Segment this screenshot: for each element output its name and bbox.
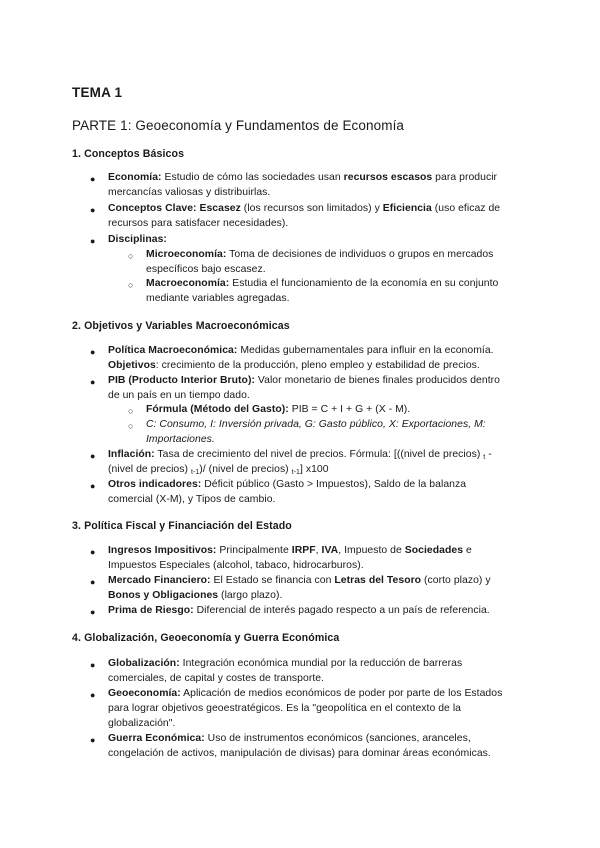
bullet-icon: ● bbox=[90, 481, 96, 491]
list-item-otros-cont: comercial (X-M), y Tipos de cambio. bbox=[108, 494, 276, 505]
list-item-pib-cont: de un país en un tiempo dado. bbox=[108, 390, 250, 401]
list-item-guerra: Guerra Económica: Uso de instrumentos económicos (sanciones, aranceles, bbox=[108, 733, 471, 744]
list-item-conceptos-cont: recursos para satisfacer necesidades). bbox=[108, 218, 289, 229]
list-item-geoeconomia: Geoeconomía: Aplicación de medios económicos de poder por parte de los Estados bbox=[108, 688, 503, 699]
sub-item-macro: Macroeconomía: Estudia el funcionamiento de la economía en su conjunto bbox=[146, 278, 499, 289]
document-title: TEMA 1 bbox=[72, 85, 123, 100]
part-heading: PARTE 1: Geoeconomía y Fundamentos de Economía bbox=[72, 118, 405, 133]
bullet-icon: ● bbox=[90, 607, 96, 617]
list-item-otros: Otros indicadores: Déficit público (Gasto > Impuestos), Saldo de la balanza bbox=[108, 479, 467, 490]
sub-bullet-icon: ○ bbox=[128, 251, 134, 261]
bullet-icon: ● bbox=[90, 451, 96, 461]
list-item-ingresos: Ingresos Impositivos: Principalmente IRPF, IVA, Impuesto de Sociedades e bbox=[108, 545, 472, 556]
section-2-heading: 2. Objetivos y Variables Macroeconómicas bbox=[72, 320, 290, 332]
list-item-economia: Economía: Estudio de cómo las sociedades usan recursos escasos para producir bbox=[108, 172, 498, 183]
bullet-icon: ● bbox=[90, 174, 96, 184]
list-item-mercado: Mercado Financiero: El Estado se financia con Letras del Tesoro (corto plazo) y bbox=[108, 575, 491, 586]
bullet-icon: ● bbox=[90, 660, 96, 670]
list-item-globalizacion-cont: comerciales, de capital y costes de transporte. bbox=[108, 673, 325, 684]
list-item-politica: Política Macroeconómica: Medidas gubernamentales para influir en la economía. bbox=[108, 345, 494, 356]
list-item-prima: Prima de Riesgo: Diferencial de interés pagado respecto a un país de referencia. bbox=[108, 605, 490, 616]
list-item-economia-cont: mercancías valiosas y distribuirlas. bbox=[108, 187, 271, 198]
list-item-globalizacion: Globalización: Integración económica mundial por la reducción de barreras bbox=[108, 658, 463, 669]
bullet-icon: ● bbox=[90, 205, 96, 215]
list-item-objetivos: Objetivos: crecimiento de la producción, pleno empleo y estabilidad de precios. bbox=[108, 360, 480, 371]
list-item-disciplinas: Disciplinas: bbox=[108, 234, 167, 245]
sub-item-micro: Microeconomía: Toma de decisiones de individuos o grupos en mercados bbox=[146, 249, 494, 260]
list-item-ingresos-cont: Impuestos Especiales (alcohol, tabaco, hidrocarburos). bbox=[108, 560, 364, 571]
sub-item-micro-cont: específicos bajo escasez. bbox=[146, 264, 266, 275]
sub-item-formula: Fórmula (Método del Gasto): PIB = C + I + G + (X - M). bbox=[146, 404, 411, 415]
bullet-icon: ● bbox=[90, 377, 96, 387]
bullet-icon: ● bbox=[90, 577, 96, 587]
list-item-pib: PIB (Producto Interior Bruto): Valor monetario de bienes finales producidos dentro bbox=[108, 375, 500, 386]
bullet-icon: ● bbox=[90, 547, 96, 557]
list-item-conceptos: Conceptos Clave: Escasez (los recursos son limitados) y Eficiencia (uso eficaz de bbox=[108, 203, 501, 214]
section-1-heading: 1. Conceptos Básicos bbox=[72, 148, 185, 160]
section-4-heading: 4. Globalización, Geoeconomía y Guerra Económica bbox=[72, 632, 340, 644]
list-item-guerra-cont: congelación de activos, manipulación de divisas) para dominar áreas económicas. bbox=[108, 748, 491, 759]
sub-item-formula-legend: C: Consumo, I: Inversión privada, G: Gasto público, X: Exportaciones, M: bbox=[146, 419, 486, 430]
sub-bullet-icon: ○ bbox=[128, 280, 134, 290]
sub-item-formula-legend-cont: Importaciones. bbox=[146, 434, 215, 445]
list-item-inflacion: Inflación: Tasa de crecimiento del nivel de precios. Fórmula: [((nivel de precios) $_t$ - bbox=[108, 449, 492, 461]
sub-bullet-icon: ○ bbox=[128, 406, 134, 416]
list-item-inflacion-cont: (nivel de precios) $_{t-1}$)/ (nivel de precios) $_{t-1}$] x100 bbox=[108, 464, 329, 476]
bullet-icon: ● bbox=[90, 690, 96, 700]
section-3-heading: 3. Política Fiscal y Financiación del Estado bbox=[72, 520, 292, 532]
list-item-geoeconomia-cont2: globalización". bbox=[108, 718, 176, 729]
sub-item-macro-cont: mediante variables agregadas. bbox=[146, 293, 290, 304]
bullet-icon: ● bbox=[90, 735, 96, 745]
list-item-mercado-cont: Bonos y Obligaciones (largo plazo). bbox=[108, 590, 283, 601]
bullet-icon: ● bbox=[90, 347, 96, 357]
list-item-geoeconomia-cont: para lograr objetivos geoestratégicos. Es la "geopolítica en el contexto de la bbox=[108, 703, 462, 714]
bullet-icon: ● bbox=[90, 236, 96, 246]
sub-bullet-icon: ○ bbox=[128, 421, 134, 431]
